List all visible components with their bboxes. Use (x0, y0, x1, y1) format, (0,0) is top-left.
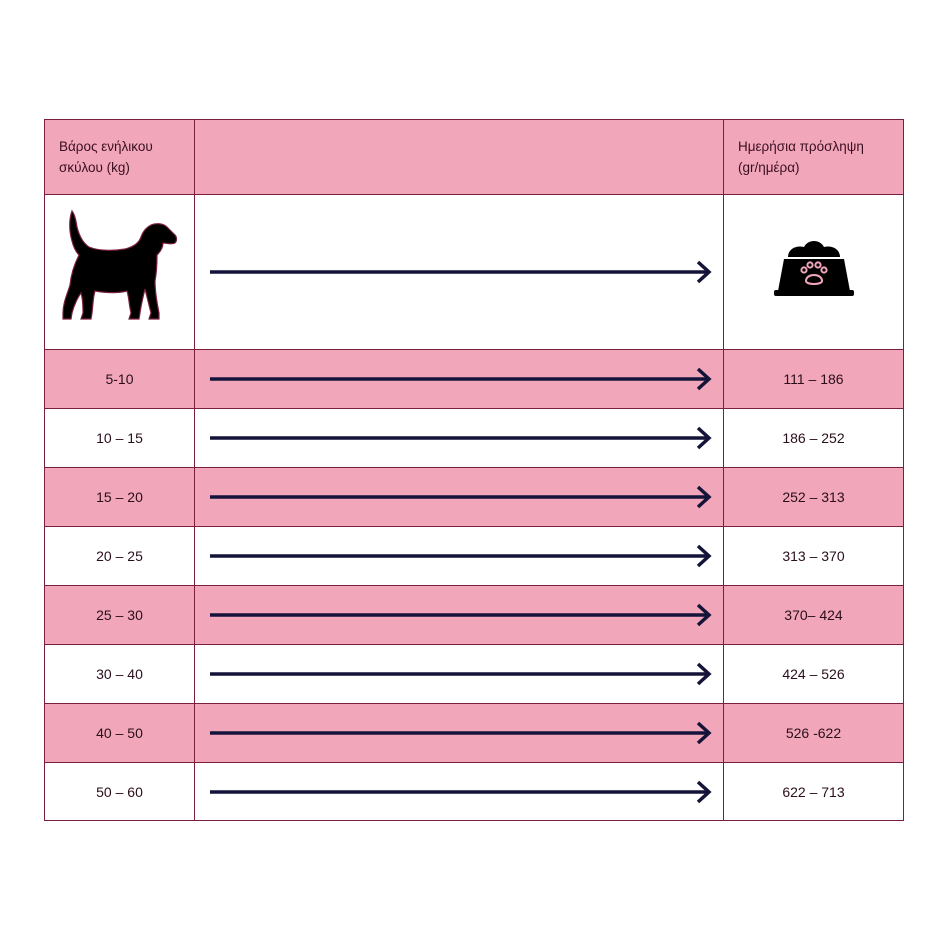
dog-cell (45, 195, 195, 349)
header-weight-cell (45, 120, 195, 194)
daily-intake: 186 – 252 (782, 430, 845, 446)
table-row (45, 645, 903, 703)
header-weight-line2: σκύλου (kg) (59, 160, 130, 175)
weight-range: 40 – 50 (96, 725, 143, 741)
table-row (45, 468, 903, 526)
weight-range: 10 – 15 (96, 430, 143, 446)
arrow-right-icon (210, 603, 712, 627)
arrow-right-icon (210, 662, 712, 686)
icon-row (45, 195, 903, 349)
arrow-right-icon (210, 426, 712, 450)
header-weight-label (59, 136, 153, 178)
table-row (45, 704, 903, 762)
bowl-cell (724, 195, 903, 349)
header-intake-line2: (gr/ημέρα) (738, 160, 800, 175)
food-bowl-paw-icon (774, 237, 854, 301)
daily-intake: 313 – 370 (782, 548, 845, 564)
weight-range: 50 – 60 (96, 783, 143, 800)
table-row (45, 527, 903, 585)
icon-arrow-cell (195, 195, 724, 349)
weight-range: 15 – 20 (96, 489, 143, 505)
table-row (45, 763, 903, 820)
weight-range: 20 – 25 (96, 548, 143, 564)
header-intake-cell (724, 120, 903, 194)
arrow-right-icon (210, 485, 712, 509)
daily-intake: 526 -622 (785, 725, 842, 741)
dog-silhouette-icon (59, 209, 179, 327)
weight-range: 5-10 (105, 371, 134, 387)
feeding-table (44, 119, 904, 821)
table-row (45, 350, 903, 408)
daily-intake: 370– 424 (784, 607, 843, 623)
weight-range: 30 – 40 (96, 666, 143, 682)
header-weight-line1: Βάρος ενήλικου (59, 139, 153, 154)
arrow-right-icon (210, 780, 712, 804)
weight-range: 25 – 30 (96, 607, 143, 623)
daily-intake: 252 – 313 (782, 489, 845, 505)
daily-intake: 424 – 526 (782, 666, 845, 682)
header-row (45, 120, 903, 194)
header-middle-cell (195, 120, 724, 194)
arrow-right-icon (210, 721, 712, 745)
arrow-right-icon (210, 367, 712, 391)
daily-intake: 111 – 186 (783, 371, 844, 387)
table-row (45, 409, 903, 467)
header-intake-line1: Ημερήσια πρόσληψη (738, 139, 864, 154)
daily-intake: 622 – 713 (782, 783, 845, 800)
header-intake-label (738, 136, 864, 178)
table-row (45, 586, 903, 644)
arrow-right-icon (210, 260, 712, 284)
arrow-right-icon (210, 544, 712, 568)
